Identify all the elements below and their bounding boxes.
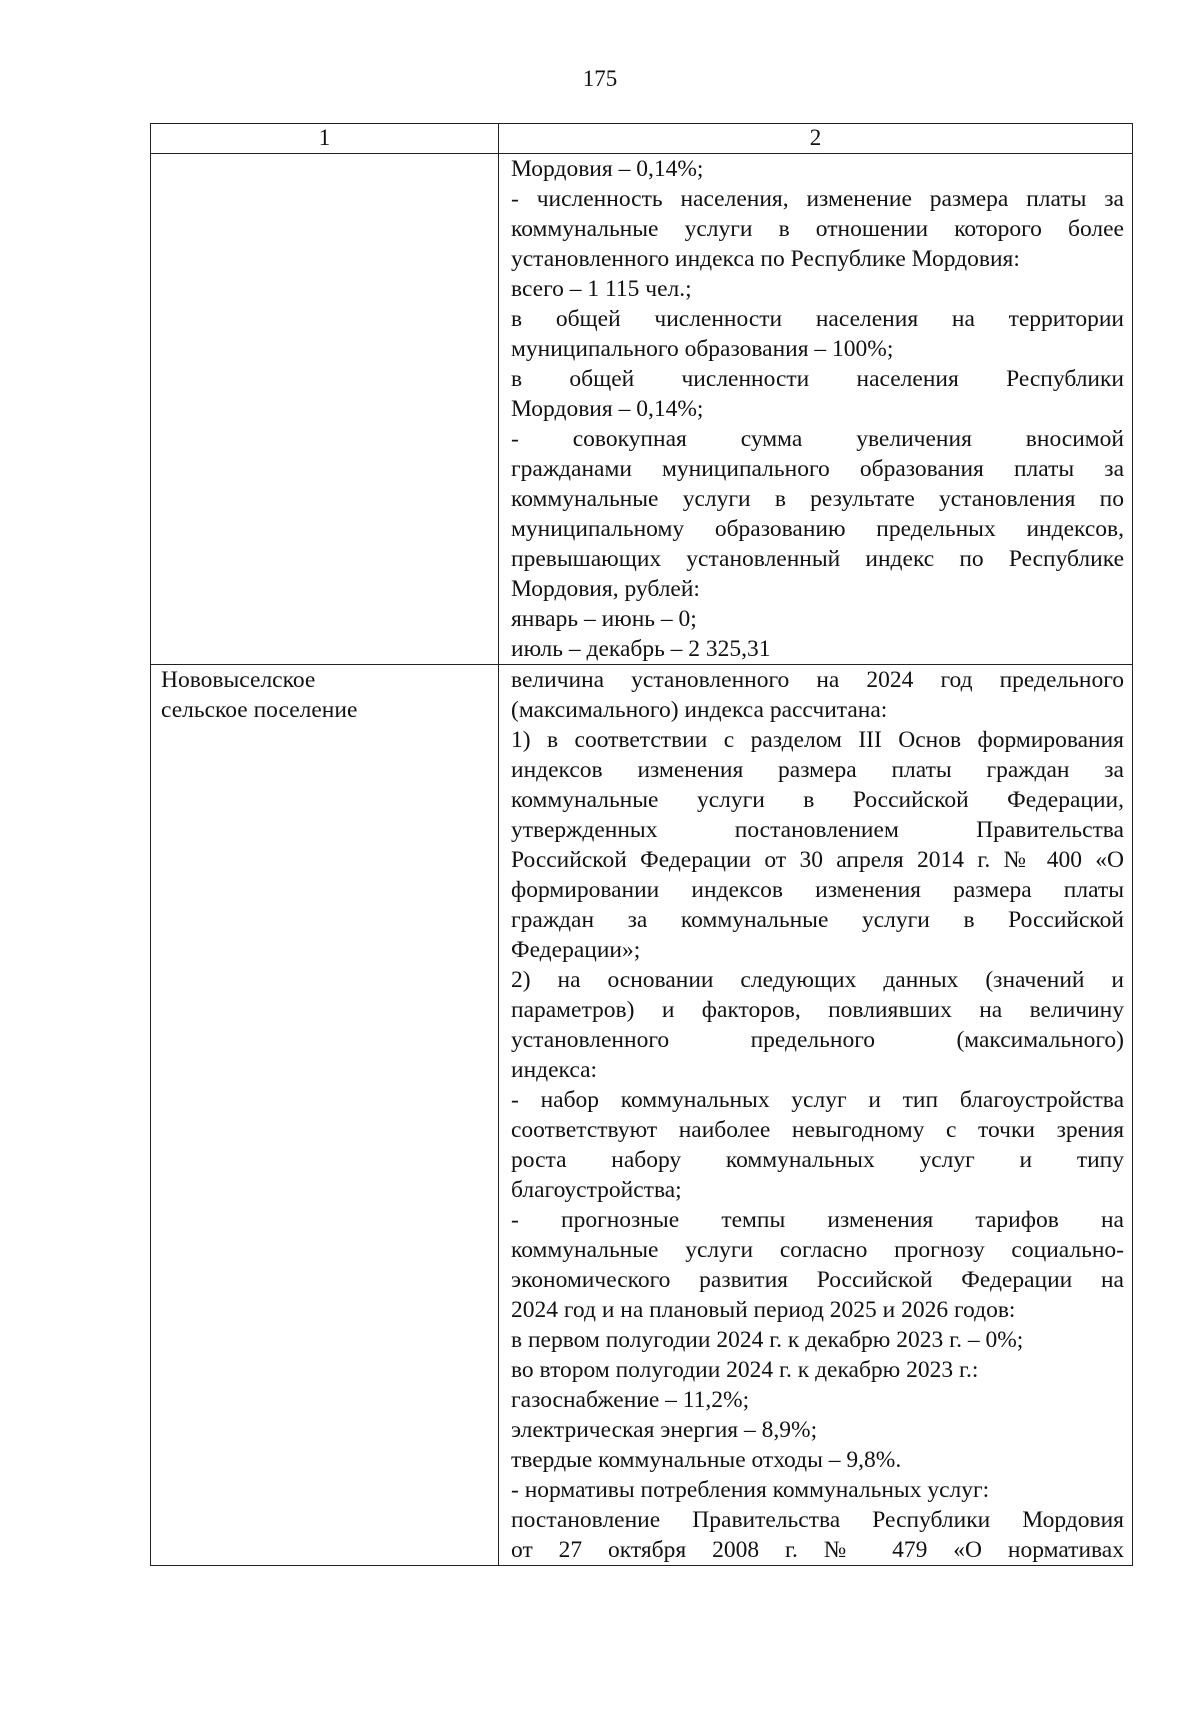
text-line: в первом полугодии 2024 г. к декабрю 2023 г. – 0%; (511, 1327, 1024, 1353)
text-line: 2) на основании следующих данных (значений и (511, 967, 1124, 993)
text-line: Российской Федерации от 30 апреля 2014 г. № 400 «О (511, 847, 1124, 873)
row2-details-cell (499, 665, 1133, 1566)
text-line: газоснабжение – 11,2%; (511, 1387, 750, 1413)
text-line: коммунальные услуги в Российской Федерации, (511, 787, 1124, 813)
text-line: превышающих установленный индекс по Республике (511, 546, 1124, 572)
text-line: январь – июнь – 0; (511, 606, 697, 632)
text-line: Федерации»; (511, 937, 641, 963)
text-line: установленного предельного (максимального) (511, 1027, 1124, 1053)
text-line: коммунальные услуги согласно прогнозу социально- (511, 1237, 1124, 1263)
text-line: (максимального) индекса рассчитана: (511, 697, 888, 723)
text-line: во втором полугодии 2024 г. к декабрю 2023 г.: (511, 1357, 979, 1383)
text-line: - нормативы потребления коммунальных услуг: (511, 1477, 990, 1503)
text-line: 2024 год и на плановый период 2025 и 2026 годов: (511, 1297, 1016, 1323)
text-line: Мордовия – 0,14%; (511, 156, 704, 182)
text-line: июль – декабрь – 2 325,31 (511, 636, 771, 662)
text-line: индекса: (511, 1057, 598, 1083)
text-line: от 27 октября 2008 г. № 479 «О нормативах (511, 1537, 1124, 1563)
text-line: сельское поселение (161, 697, 358, 723)
text-line: в общей численности населения на территории (511, 306, 1124, 332)
text-line: утвержденных постановлением Правительства (511, 817, 1124, 843)
text-line: - набор коммунальных услуг и тип благоустройства (511, 1087, 1124, 1113)
text-line: коммунальные услуги в результате установления по (511, 486, 1124, 512)
text-line: коммунальные услуги в отношении которого более (511, 216, 1124, 242)
row2-municipality-cell (151, 665, 499, 1566)
text-line: электрическая энергия – 8,9%; (511, 1417, 818, 1443)
text-line: благоустройства; (511, 1177, 682, 1203)
header-col-1: 1 (151, 124, 499, 154)
table-row (151, 665, 1133, 1566)
text-line: постановление Правительства Республики Мордовия (511, 1507, 1124, 1533)
document-table (150, 123, 1133, 1566)
text-line: экономического развития Российской Федерации на (511, 1267, 1124, 1293)
text-line: Мордовия, рублей: (511, 576, 700, 602)
text-line: - совокупная сумма увеличения вносимой (511, 426, 1124, 452)
text-line: - численность населения, изменение размера платы за (511, 186, 1124, 212)
text-line: установленного индекса по Республике Мордовия: (511, 246, 1020, 272)
text-line: величина установленного на 2024 год предельного (511, 667, 1124, 693)
text-line: граждан за коммунальные услуги в Российской (511, 907, 1124, 933)
text-line: в общей численности населения Республики (511, 366, 1124, 392)
text-line: Мордовия – 0,14%; (511, 396, 704, 422)
text-line: муниципального образования – 100%; (511, 336, 894, 362)
text-line: 1) в соответствии с разделом III Основ формирования (511, 727, 1124, 753)
text-line: Нововыселское (161, 667, 316, 693)
table-header-row (151, 124, 1133, 154)
text-line: всего – 1 115 чел.; (511, 276, 692, 302)
header-col-2: 2 (499, 124, 1133, 154)
text-line: параметров) и факторов, повлиявших на величину (511, 997, 1124, 1023)
text-line: гражданами муниципального образования платы за (511, 456, 1124, 482)
text-line: роста набору коммунальных услуг и типу (511, 1147, 1124, 1173)
text-line: - прогнозные темпы изменения тарифов на (511, 1207, 1124, 1233)
text-line: твердые коммунальные отходы – 9,8%. (511, 1447, 902, 1473)
text-line: индексов изменения размера платы граждан за (511, 757, 1124, 783)
row1-municipality-cell (151, 154, 499, 665)
table-row (151, 154, 1133, 665)
text-line: формировании индексов изменения размера платы (511, 877, 1124, 903)
text-line: соответствуют наиболее невыгодному с точки зрения (511, 1117, 1124, 1143)
text-line: муниципальному образованию предельных индексов, (511, 516, 1124, 542)
page-number: 175 (582, 66, 618, 91)
row1-details-cell (499, 154, 1133, 665)
